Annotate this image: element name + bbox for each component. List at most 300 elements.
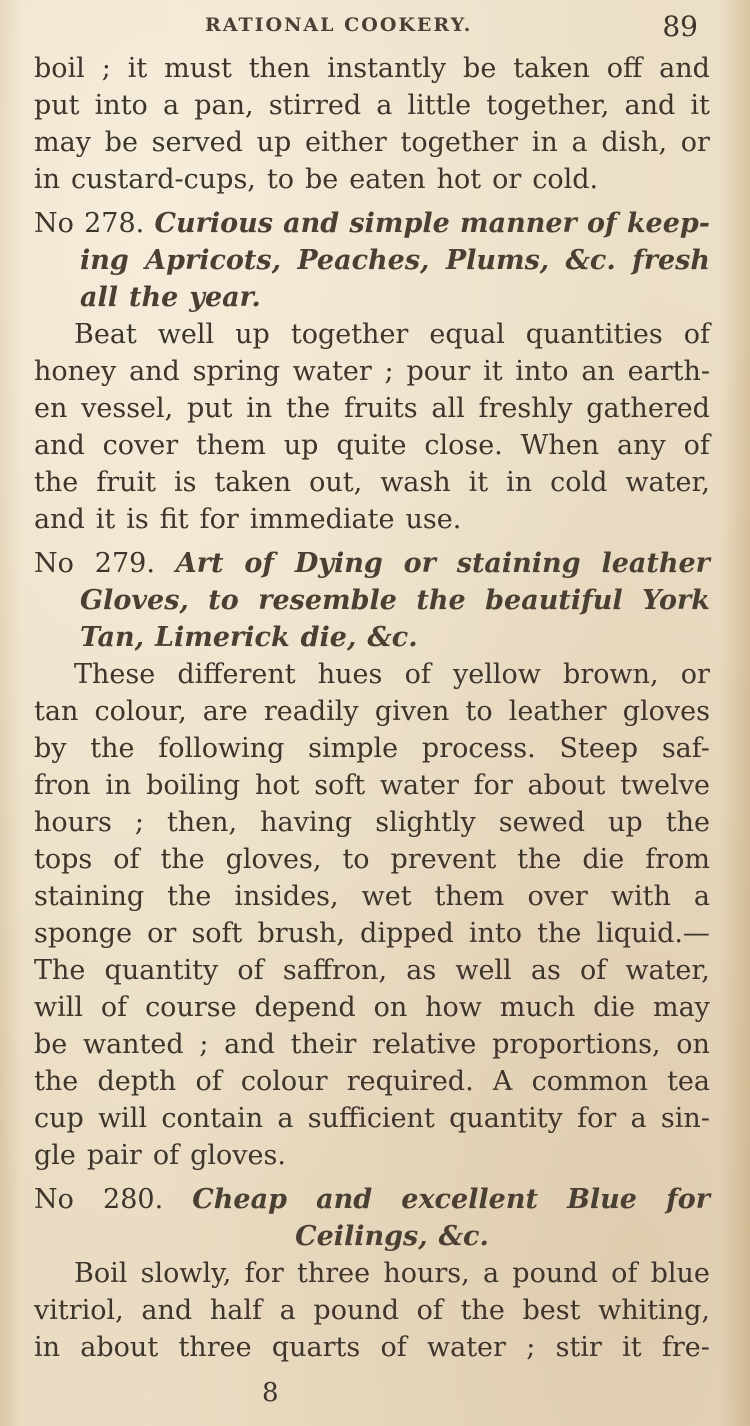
word: for bbox=[577, 1103, 617, 1134]
word: readily bbox=[263, 696, 359, 727]
word: The bbox=[34, 955, 86, 986]
word: brush, bbox=[257, 918, 345, 949]
text-line bbox=[34, 1100, 710, 1137]
word: a bbox=[162, 90, 180, 121]
word: ing bbox=[80, 245, 129, 276]
word: Ceilings, bbox=[295, 1221, 428, 1252]
word: year. bbox=[189, 282, 261, 313]
word: These bbox=[74, 659, 156, 690]
word: cold. bbox=[532, 164, 599, 195]
word: contain bbox=[161, 1103, 264, 1134]
word: of bbox=[195, 1066, 222, 1097]
word: en bbox=[34, 393, 68, 424]
word: dipped bbox=[360, 918, 454, 949]
word: ; bbox=[384, 356, 394, 387]
word: Limerick bbox=[155, 622, 290, 653]
word: off bbox=[606, 53, 643, 84]
word: tan bbox=[34, 696, 79, 727]
word: whiting, bbox=[598, 1295, 710, 1326]
word: pound bbox=[512, 1258, 598, 1289]
word: of bbox=[237, 955, 264, 986]
word: or bbox=[403, 548, 436, 579]
word: spring bbox=[192, 356, 280, 387]
text-line bbox=[34, 730, 710, 767]
word: quantity bbox=[104, 955, 219, 986]
word: into bbox=[94, 90, 148, 121]
word: depend bbox=[254, 992, 356, 1023]
word: quite bbox=[336, 430, 407, 461]
word: use. bbox=[405, 504, 462, 535]
word: slowly, bbox=[140, 1258, 232, 1289]
word: 280. bbox=[103, 1184, 164, 1215]
word: the bbox=[34, 467, 79, 498]
word: the bbox=[167, 881, 212, 912]
text-line bbox=[34, 693, 710, 730]
word: the bbox=[517, 844, 562, 875]
word: to bbox=[208, 585, 239, 616]
word: be bbox=[104, 127, 138, 158]
word: the bbox=[665, 807, 710, 838]
word: or bbox=[680, 659, 710, 690]
word: relative bbox=[372, 1029, 477, 1060]
word: leather bbox=[601, 548, 710, 579]
word: all bbox=[80, 282, 119, 313]
text-line bbox=[34, 464, 710, 501]
text-line bbox=[34, 87, 710, 124]
word: are bbox=[202, 696, 248, 727]
word: of bbox=[380, 1332, 407, 1363]
word: gloves bbox=[622, 696, 710, 727]
word: much bbox=[499, 992, 576, 1023]
text-line bbox=[34, 353, 710, 390]
word: cover bbox=[102, 430, 179, 461]
word: up bbox=[283, 430, 319, 461]
word: hot bbox=[254, 770, 300, 801]
word: and bbox=[34, 430, 85, 461]
text-line bbox=[34, 1292, 710, 1329]
word: it bbox=[127, 53, 148, 84]
word: a bbox=[630, 1103, 647, 1134]
word: dish, bbox=[601, 127, 668, 158]
word: the bbox=[416, 585, 466, 616]
word: proportions, bbox=[492, 1029, 661, 1060]
word: ; bbox=[526, 1332, 536, 1363]
word: half bbox=[209, 1295, 262, 1326]
word: gathered bbox=[586, 393, 710, 424]
word: an bbox=[581, 356, 615, 387]
word: given bbox=[374, 696, 450, 727]
word: water bbox=[292, 356, 372, 387]
text-line bbox=[34, 1063, 710, 1100]
word: of bbox=[586, 208, 617, 239]
text-line bbox=[34, 161, 710, 198]
text-line bbox=[34, 1329, 710, 1366]
word: water bbox=[427, 1332, 506, 1363]
word: staining bbox=[34, 881, 145, 912]
word: together bbox=[290, 319, 409, 350]
word: ; bbox=[134, 807, 144, 838]
word: for bbox=[473, 770, 513, 801]
word: fruits bbox=[343, 393, 418, 424]
word: hours bbox=[34, 807, 112, 838]
text-line bbox=[34, 989, 710, 1026]
word: of bbox=[100, 992, 128, 1023]
word: wash bbox=[380, 467, 451, 498]
word: then bbox=[248, 53, 311, 84]
word: pan, bbox=[194, 90, 254, 121]
word: tops bbox=[34, 844, 93, 875]
word: then, bbox=[166, 807, 238, 838]
word: water, bbox=[625, 955, 710, 986]
text-line bbox=[34, 841, 710, 878]
word: about bbox=[527, 770, 606, 801]
text-line bbox=[34, 390, 710, 427]
text-line bbox=[34, 915, 710, 952]
word: liquid.— bbox=[596, 918, 710, 949]
word: blue bbox=[650, 1258, 710, 1289]
word: insides, bbox=[234, 881, 339, 912]
word: three bbox=[296, 1258, 371, 1289]
word: and bbox=[624, 90, 676, 121]
word: a bbox=[279, 1295, 296, 1326]
word: sewed bbox=[498, 807, 586, 838]
text-line bbox=[34, 878, 710, 915]
word: on bbox=[676, 1029, 710, 1060]
word: as bbox=[406, 955, 437, 986]
word: to bbox=[266, 164, 295, 195]
word: A bbox=[492, 1066, 513, 1097]
word: it bbox=[468, 467, 489, 498]
word: &c. bbox=[367, 622, 418, 653]
text-line bbox=[34, 767, 710, 804]
word: excellent bbox=[401, 1184, 538, 1215]
word: be bbox=[463, 53, 497, 84]
word: slightly bbox=[375, 807, 476, 838]
word: boiling bbox=[146, 770, 241, 801]
word: sin- bbox=[660, 1103, 710, 1134]
word: staining bbox=[456, 548, 581, 579]
word: the bbox=[90, 733, 135, 764]
word: in bbox=[246, 393, 273, 424]
word: boil bbox=[34, 53, 85, 84]
word: Boil bbox=[74, 1258, 128, 1289]
text-line bbox=[34, 501, 710, 538]
word: up bbox=[608, 807, 643, 838]
word: together bbox=[400, 127, 519, 158]
text-line bbox=[34, 427, 710, 464]
word: well bbox=[157, 319, 215, 350]
word: up bbox=[256, 127, 292, 158]
word: wanted bbox=[82, 1029, 184, 1060]
word: taken bbox=[214, 467, 292, 498]
word: or bbox=[492, 164, 522, 195]
word: quarts bbox=[271, 1332, 361, 1363]
recipe-heading-line bbox=[34, 582, 710, 619]
word: the bbox=[537, 918, 582, 949]
text-line bbox=[34, 656, 710, 693]
word: them bbox=[196, 430, 266, 461]
recipe-heading-line bbox=[34, 1218, 710, 1255]
word: it bbox=[483, 356, 503, 387]
word: brown, bbox=[563, 659, 659, 690]
word: 279. bbox=[94, 548, 155, 579]
word: may bbox=[34, 127, 91, 158]
word: beautiful bbox=[485, 585, 623, 616]
text-line bbox=[34, 804, 710, 841]
word: from bbox=[645, 844, 710, 875]
word: earth- bbox=[627, 356, 710, 387]
word: wet bbox=[361, 881, 412, 912]
word: it bbox=[95, 504, 116, 535]
word: eaten bbox=[349, 164, 426, 195]
word: of bbox=[416, 1295, 443, 1326]
word: instantly bbox=[327, 53, 447, 84]
word: hues bbox=[317, 659, 383, 690]
word: the bbox=[34, 1066, 79, 1097]
word: Tan, bbox=[80, 622, 145, 653]
recipe-heading-line bbox=[34, 619, 710, 656]
word: in bbox=[531, 127, 558, 158]
word: soft bbox=[314, 770, 366, 801]
word: equal bbox=[429, 319, 505, 350]
recipe-heading-line bbox=[34, 545, 710, 582]
word: Art bbox=[175, 548, 224, 579]
word: in bbox=[34, 164, 61, 195]
word: stirred bbox=[268, 90, 362, 121]
word: required. bbox=[346, 1066, 474, 1097]
recipe-heading-line bbox=[34, 205, 710, 242]
word: common bbox=[531, 1066, 648, 1097]
running-head bbox=[0, 10, 750, 44]
word: any bbox=[617, 430, 666, 461]
word: and bbox=[283, 208, 340, 239]
word: of bbox=[579, 955, 607, 986]
word: and bbox=[316, 1184, 373, 1215]
word: No bbox=[34, 208, 74, 239]
word: saffron, bbox=[282, 955, 388, 986]
word: and bbox=[34, 504, 85, 535]
word: for bbox=[199, 504, 239, 535]
word: following bbox=[158, 733, 285, 764]
word: fit bbox=[159, 504, 189, 535]
word: about bbox=[80, 1332, 159, 1363]
word: up bbox=[235, 319, 270, 350]
text-line bbox=[34, 1255, 710, 1292]
word: cup bbox=[34, 1103, 84, 1134]
word: and bbox=[141, 1295, 193, 1326]
word: a bbox=[482, 1258, 500, 1289]
word: will bbox=[98, 1103, 148, 1134]
word: quantities bbox=[525, 319, 663, 350]
word: of bbox=[683, 430, 710, 461]
word: saf- bbox=[661, 733, 710, 764]
text-line bbox=[34, 316, 710, 353]
word: ; bbox=[199, 1029, 209, 1060]
word: leather bbox=[508, 696, 607, 727]
word: of bbox=[244, 548, 274, 579]
word: the bbox=[460, 1295, 505, 1326]
word: taken bbox=[513, 53, 590, 84]
word: die bbox=[582, 844, 625, 875]
word: it bbox=[690, 90, 710, 121]
word: in bbox=[506, 467, 533, 498]
word: served bbox=[151, 127, 243, 158]
word: twelve bbox=[620, 770, 710, 801]
word: pour bbox=[406, 356, 471, 387]
word: sufficient bbox=[307, 1103, 435, 1134]
word: pair bbox=[86, 1140, 142, 1171]
word: and bbox=[129, 356, 180, 387]
word: for bbox=[244, 1258, 284, 1289]
word: hours, bbox=[383, 1258, 470, 1289]
word: York bbox=[642, 585, 710, 616]
word: best bbox=[522, 1295, 581, 1326]
word: yellow bbox=[453, 659, 541, 690]
word: vitriol, bbox=[34, 1295, 124, 1326]
word: into bbox=[515, 356, 569, 387]
word: having bbox=[260, 807, 353, 838]
word: on bbox=[373, 992, 408, 1023]
word: resemble bbox=[258, 585, 397, 616]
text-line bbox=[34, 50, 710, 87]
word: will bbox=[34, 992, 84, 1023]
word: fruit bbox=[96, 467, 156, 498]
word: &c. bbox=[438, 1221, 489, 1252]
word: Steep bbox=[559, 733, 639, 764]
word: Curious bbox=[154, 208, 273, 239]
word: No bbox=[34, 548, 74, 579]
word: freshly bbox=[478, 393, 573, 424]
word: sponge bbox=[34, 918, 133, 949]
word: colour, bbox=[94, 696, 187, 727]
word: prevent bbox=[390, 844, 497, 875]
word: gle bbox=[34, 1140, 76, 1171]
word: or bbox=[680, 127, 710, 158]
word: may bbox=[652, 992, 710, 1023]
word: ; bbox=[101, 53, 111, 84]
word: custard-cups, bbox=[71, 164, 256, 195]
word: fre- bbox=[661, 1332, 710, 1363]
word: stir bbox=[555, 1332, 602, 1363]
word: Blue bbox=[567, 1184, 637, 1215]
word: of bbox=[611, 1258, 638, 1289]
word: die bbox=[593, 992, 636, 1023]
word: by bbox=[34, 733, 67, 764]
word: different bbox=[177, 659, 296, 690]
word: a bbox=[277, 1103, 294, 1134]
word: must bbox=[164, 53, 232, 84]
word: No bbox=[34, 1184, 74, 1215]
word: fresh bbox=[632, 245, 710, 276]
word: into bbox=[468, 918, 523, 949]
word: gloves. bbox=[190, 1140, 286, 1171]
word: simple bbox=[349, 208, 450, 239]
word: keep- bbox=[626, 208, 710, 239]
word: to bbox=[465, 696, 493, 727]
text-line bbox=[34, 1026, 710, 1063]
word: depth bbox=[97, 1066, 177, 1097]
word: Cheap bbox=[192, 1184, 287, 1215]
word: a bbox=[571, 127, 588, 158]
word: the bbox=[129, 282, 179, 313]
word: tea bbox=[667, 1066, 710, 1097]
word: put bbox=[34, 90, 80, 121]
word: simple bbox=[308, 733, 399, 764]
word: for bbox=[666, 1184, 710, 1215]
word: over bbox=[527, 881, 588, 912]
word: and bbox=[224, 1029, 275, 1060]
word: colour bbox=[240, 1066, 328, 1097]
word: process. bbox=[421, 733, 536, 764]
word: a bbox=[376, 90, 393, 121]
word: out, bbox=[309, 467, 363, 498]
word: all bbox=[431, 393, 465, 424]
word: Plums, bbox=[445, 245, 550, 276]
word: Apricots, bbox=[145, 245, 281, 276]
word: Gloves, bbox=[80, 585, 189, 616]
word: water bbox=[379, 770, 459, 801]
word: quantity bbox=[449, 1103, 563, 1134]
word: be bbox=[34, 1029, 68, 1060]
word: gloves, bbox=[225, 844, 322, 875]
word: little bbox=[407, 90, 472, 121]
word: how bbox=[425, 992, 482, 1023]
word: fron bbox=[34, 770, 91, 801]
word: together, bbox=[486, 90, 610, 121]
word: in bbox=[105, 770, 132, 801]
word: with bbox=[610, 881, 671, 912]
page-number: 89 bbox=[662, 10, 698, 43]
word: a bbox=[693, 881, 710, 912]
word: Peaches, bbox=[297, 245, 430, 276]
word: die, bbox=[300, 622, 357, 653]
text-line bbox=[34, 1137, 710, 1174]
word: in bbox=[34, 1332, 61, 1363]
word: either bbox=[305, 127, 387, 158]
word: water, bbox=[625, 467, 710, 498]
word: or bbox=[147, 918, 177, 949]
recipe-heading-line bbox=[34, 242, 710, 279]
word: honey bbox=[34, 356, 117, 387]
word: close. bbox=[424, 430, 503, 461]
running-head-title: RATIONAL COOKERY. bbox=[205, 14, 473, 36]
word: &c. bbox=[565, 245, 616, 276]
word: When bbox=[520, 430, 600, 461]
word: their bbox=[290, 1029, 357, 1060]
word: hot bbox=[436, 164, 482, 195]
word: Beat bbox=[74, 319, 137, 350]
word: soft bbox=[191, 918, 243, 949]
word: as bbox=[530, 955, 561, 986]
word: it bbox=[622, 1332, 642, 1363]
word: of bbox=[152, 1140, 180, 1171]
text-line bbox=[34, 952, 710, 989]
word: manner bbox=[460, 208, 577, 239]
word: vessel, bbox=[81, 393, 174, 424]
word: course bbox=[145, 992, 237, 1023]
word: be bbox=[305, 164, 339, 195]
word: the bbox=[286, 393, 331, 424]
word: is bbox=[126, 504, 149, 535]
word: of bbox=[113, 844, 140, 875]
signature-mark: 8 bbox=[262, 1378, 279, 1408]
word: pound bbox=[313, 1295, 400, 1326]
word: cold bbox=[550, 467, 608, 498]
word: is bbox=[173, 467, 197, 498]
recipe-heading-line bbox=[34, 1181, 710, 1218]
word: 278. bbox=[84, 208, 145, 239]
word: to bbox=[342, 844, 370, 875]
